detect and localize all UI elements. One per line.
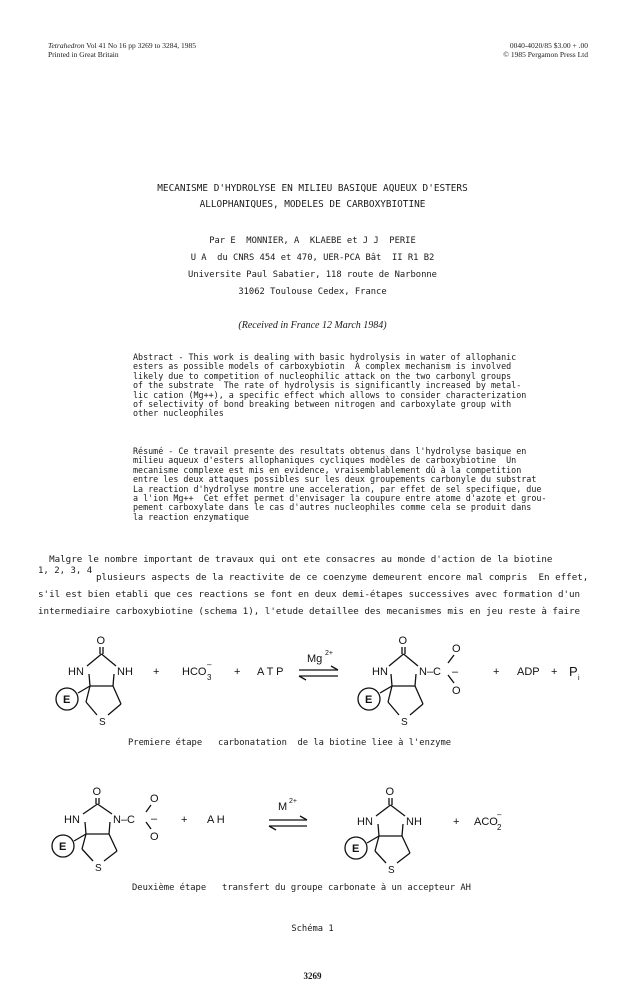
carboxylate-oxygen-label: O: [150, 831, 159, 843]
carboxylate-charge: –: [452, 666, 459, 678]
affiliation-3: 31062 Toulouse Cedex, France: [238, 287, 387, 297]
abstract-french: [133, 447, 546, 522]
sulfur-label: S: [95, 863, 102, 874]
plus-sign: +: [551, 666, 558, 678]
hn-label: HN: [64, 814, 80, 826]
abstract-line: likely due to competition of nucleophilic attack on the two carbonyl groups: [133, 370, 512, 381]
oxygen-label: O: [92, 786, 102, 798]
scheme-step-2: [0, 780, 625, 885]
body-line-1: Malgre le nombre important de travaux qui ont ete consacres au monde d'action de la biotine: [38, 554, 553, 565]
metal-ion-charge: 2+: [289, 798, 297, 805]
resume-line: la reaction enzymatique: [133, 511, 249, 522]
abstract-line: of the substrate The rate of hydrolysis is significantly increased by metal-: [133, 380, 522, 391]
enzyme-label: E: [365, 694, 373, 706]
acceptor-carboxylate-charge: –: [497, 810, 502, 819]
n-carboxyl-label: N–C: [419, 666, 442, 678]
resume-line: milieu aqueux d'esters allophaniques cycliques modèles de carboxybiotine Un: [133, 455, 517, 466]
affiliation-2: Universite Paul Sabatier, 118 route de Narbonne: [188, 270, 437, 280]
atp-label: A T P: [257, 666, 284, 678]
sulfur-label: S: [401, 717, 408, 728]
resume-line: a l'ion Mg++ Cet effet permet d'envisager la coupure entre atome d'azote et grou-: [133, 493, 547, 504]
phosphate-subscript: i: [578, 675, 580, 682]
magnesium-charge: 2+: [325, 650, 333, 657]
reference-numbers: 1, 2, 3, 4: [38, 566, 93, 576]
phosphate-label: P: [569, 664, 578, 679]
resume-line: mecanisme complexe est mis en evidence, vraisemblablement dû à la competition: [133, 464, 522, 475]
scheme-label: Schéma 1: [291, 924, 334, 934]
carbonyl-oxygen-label: O: [452, 643, 461, 655]
carboxylate-oxygen-label: O: [452, 685, 461, 697]
resume-line: entre les deux attaques possibles sur les deux groupements carbonyle du substrat: [133, 474, 537, 485]
journal-name: Tetrahedron: [48, 41, 85, 50]
carbonyl-oxygen-label: O: [150, 793, 159, 805]
nh-label: NH: [406, 816, 422, 828]
acceptor-label: A H: [207, 814, 225, 826]
caption-step-1: Premiere étape carbonatation de la biotine liee à l'enzyme: [128, 738, 452, 748]
magnesium-label: Mg: [307, 653, 323, 665]
oxygen-label: O: [385, 786, 395, 798]
sulfur-label: S: [388, 865, 395, 876]
oxygen-label: O: [96, 635, 106, 647]
hn-label: HN: [372, 666, 388, 678]
carboxylate-charge: –: [151, 813, 158, 825]
abstract-line: Abstract - This work is dealing with basic hydrolysis in water of allophanic: [133, 352, 517, 362]
resume-line: pement carboxylate dans le cas d'autres nucleophiles comme cela se produit dans: [133, 502, 532, 513]
abstract-line: lic cation (Mg++), a specific effect which allows to consider characterization: [133, 389, 527, 400]
acceptor-carboxylate-subscript: 2: [497, 823, 502, 832]
bicarbonate-subscript: 3: [207, 673, 212, 682]
enzyme-label: E: [63, 694, 71, 706]
resume-line: Résumé - Ce travail presente des resultats obtenus dans l'hydrolyse basique en: [133, 446, 527, 456]
body-line-3: s'il est bien etabli que ces reactions se font en deux demi-étapes successives avec formation d'un: [38, 589, 581, 600]
journal-citation: [48, 41, 196, 50]
page-number: 3269: [303, 971, 322, 981]
oxygen-label: O: [398, 635, 408, 647]
nh-label: NH: [117, 666, 133, 678]
bicarbonate-charge: –: [207, 660, 212, 669]
hn-label: HN: [68, 666, 84, 678]
printed-note: Printed in Great Britain: [48, 50, 119, 59]
abstract-line: of selectivity of bond breaking between nitrogen and carboxylate group with: [133, 399, 512, 410]
received-date: (Received in France 12 March 1984): [238, 320, 387, 331]
resume-line: La reaction d'hydrolyse montre une acceleration, par effet de sel specifique, due: [133, 483, 542, 494]
abstract-line: esters as possible models of carboxybiotin A complex mechanism is involved: [133, 361, 512, 372]
affiliation-1: U A du CNRS 454 et 470, UER-PCA Bât II R1 B2: [190, 253, 435, 263]
sulfur-label: S: [99, 717, 106, 728]
scheme-step-1: [0, 630, 625, 745]
abstract-line: other nucleophiles: [133, 408, 224, 419]
paper-title-line-1: MECANISME D'HYDROLYSE EN MILIEU BASIQUE AQUEUX D'ESTERS: [157, 183, 468, 194]
volume-info: Vol 41 No 16 pp 3269 to 3284, 1985: [86, 41, 196, 50]
enzyme-label: E: [59, 841, 67, 853]
hn-label: HN: [357, 816, 373, 828]
n-carboxyl-label: N–C: [113, 814, 136, 826]
body-line-2: plusieurs aspects de la reactivite de ce coenzyme demeurent encore mal compris En effet,: [96, 572, 589, 583]
abstract-english: [133, 353, 526, 419]
plus-sign: +: [181, 814, 188, 826]
caption-step-2: Deuxième étape transfert du groupe carbonate à un accepteur AH: [132, 883, 471, 893]
plus-sign: +: [153, 666, 160, 678]
plus-sign: +: [453, 816, 460, 828]
plus-sign: +: [234, 666, 241, 678]
enzyme-label: E: [352, 843, 360, 855]
authors: Par E MONNIER, A KLAEBE et J J PERIE: [209, 236, 416, 246]
adp-label: ADP: [517, 666, 540, 678]
plus-sign: +: [493, 666, 500, 678]
metal-ion-label: M: [278, 801, 288, 813]
issn-code: 0040-4020/85 $3.00 + .00: [509, 41, 588, 50]
bicarbonate-label: HCO: [182, 666, 207, 678]
body-line-4: intermediaire carboxybiotine (schema 1), l'etude detaillee des mecanismes mis en jeu reste à faire: [38, 606, 581, 617]
paper-title-line-2: ALLOPHANIQUES, MODELES DE CARBOXYBIOTINE: [199, 199, 426, 210]
acceptor-carboxylate-label: ACO: [474, 816, 498, 828]
copyright-note: © 1985 Pergamon Press Ltd: [503, 50, 588, 59]
